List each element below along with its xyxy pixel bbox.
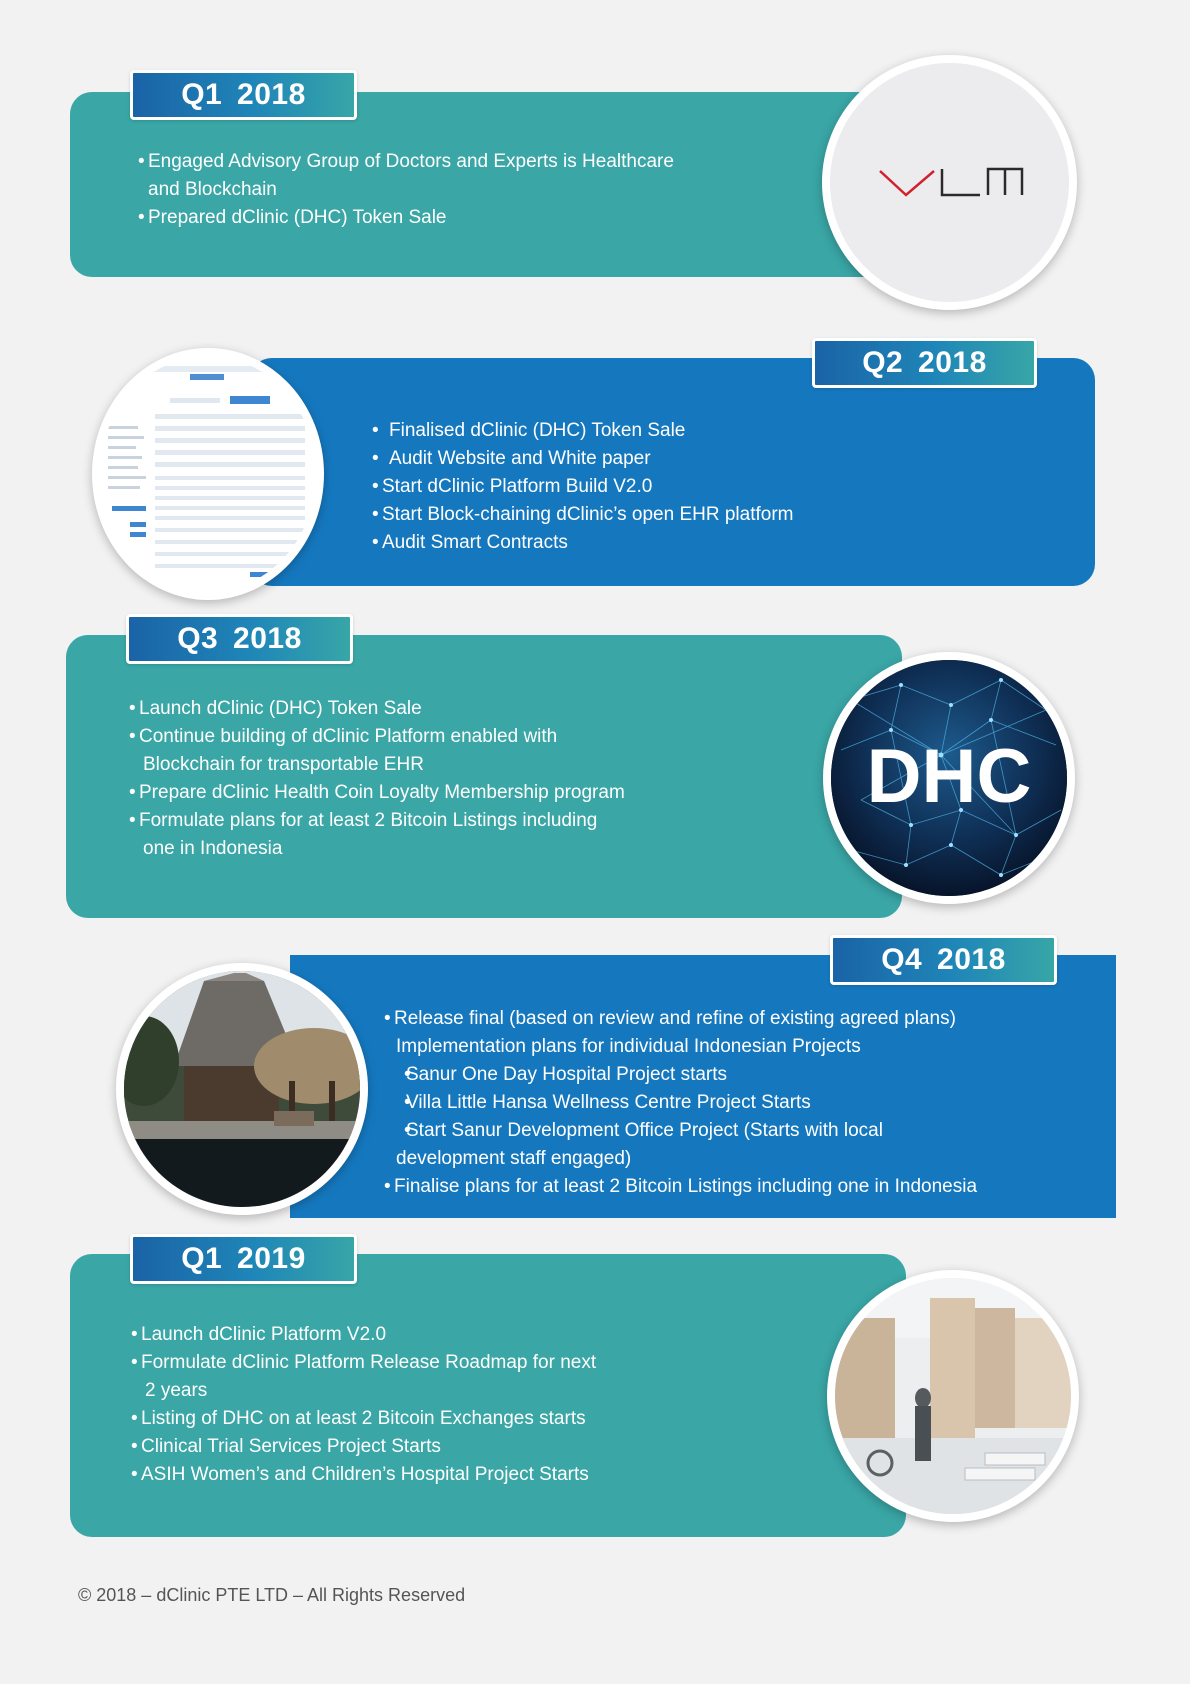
hospital-render-circle [827, 1270, 1079, 1522]
vlm-logo-circle [822, 55, 1077, 310]
list-item: 2 years [145, 1380, 208, 1401]
quarter-tag-q3-2018: Q3 2018 [126, 614, 353, 664]
hospital-render-image [835, 1278, 1071, 1514]
list-item: • Villa Little Hansa Wellness Centre Project Starts [384, 1089, 1104, 1117]
list-item: and Blockchain [148, 179, 277, 200]
villa-photo-circle [116, 963, 368, 1215]
quarter-tag-q2-2018: Q2 2018 [812, 338, 1037, 388]
list-item: • Audit Smart Contracts [372, 529, 1072, 557]
list-item: • Clinical Trial Services Project Starts [131, 1433, 811, 1461]
list-item: • Audit Website and White paper [372, 448, 651, 469]
list-item: • Formulate plans for at least 2 Bitcoin Listings including [129, 807, 809, 835]
list-item: • Continue building of dClinic Platform enabled with [129, 723, 809, 751]
list-item: • ASIH Women’s and Children’s Hospital Project Starts [131, 1461, 811, 1489]
platform-screenshot-circle [92, 348, 324, 600]
list-item: Implementation plans for individual Indonesian Projects [396, 1036, 861, 1057]
dhc-network-image [831, 660, 1067, 896]
list-item: • Start Sanur Development Office Project (Starts with local [384, 1117, 1104, 1145]
list-item: • Engaged Advisory Group of Doctors and Experts is Healthcare [138, 148, 738, 176]
vlm-logo-icon [830, 63, 1069, 302]
list-item: • Launch dClinic Platform V2.0 [131, 1321, 811, 1349]
q2-2018-items [372, 417, 1072, 557]
q1-2018-items [138, 148, 738, 232]
dhc-network-circle [823, 652, 1075, 904]
list-item: • Prepare dClinic Health Coin Loyalty Membership program [129, 779, 809, 807]
dhc-text: DHC [866, 734, 1032, 819]
quarter-tag-q4-2018: Q4 2018 [830, 935, 1057, 985]
list-item-text: Audit Website and White paper [389, 448, 651, 469]
list-item: development staff engaged) [396, 1148, 632, 1169]
list-item-text: Finalised dClinic (DHC) Token Sale [389, 420, 686, 441]
list-item: • Start Block-chaining dClinic’s open EHR platform [372, 501, 1072, 529]
list-item: • Finalise plans for at least 2 Bitcoin Listings including one in Indonesia [384, 1173, 1104, 1201]
quarter-tag-q1-2018: Q1 2018 [130, 70, 357, 120]
quarter-tag-q1-2019: Q1 2019 [130, 1234, 357, 1284]
list-item: • Finalised dClinic (DHC) Token Sale [372, 420, 686, 441]
list-item: • Launch dClinic (DHC) Token Sale [129, 695, 809, 723]
villa-photo-image [124, 971, 360, 1207]
copyright-footer: © 2018 – dClinic PTE LTD – All Rights Reserved [78, 1585, 466, 1605]
list-item: Blockchain for transportable EHR [143, 754, 424, 775]
q4-2018-items [384, 1005, 1104, 1201]
list-item: • Prepared dClinic (DHC) Token Sale [138, 204, 738, 232]
list-item: • Release final (based on review and refine of existing agreed plans) [384, 1005, 1104, 1033]
list-item: • Sanur One Day Hospital Project starts [384, 1061, 1104, 1089]
list-item: • Listing of DHC on at least 2 Bitcoin Exchanges starts [131, 1405, 811, 1433]
q3-2018-items [129, 695, 809, 863]
list-item: one in Indonesia [143, 838, 283, 859]
list-item: • Start dClinic Platform Build V2.0 [372, 473, 1072, 501]
platform-screenshot-image [100, 356, 316, 592]
list-item: • Formulate dClinic Platform Release Roadmap for next [131, 1349, 811, 1377]
q1-2019-items [131, 1321, 811, 1489]
